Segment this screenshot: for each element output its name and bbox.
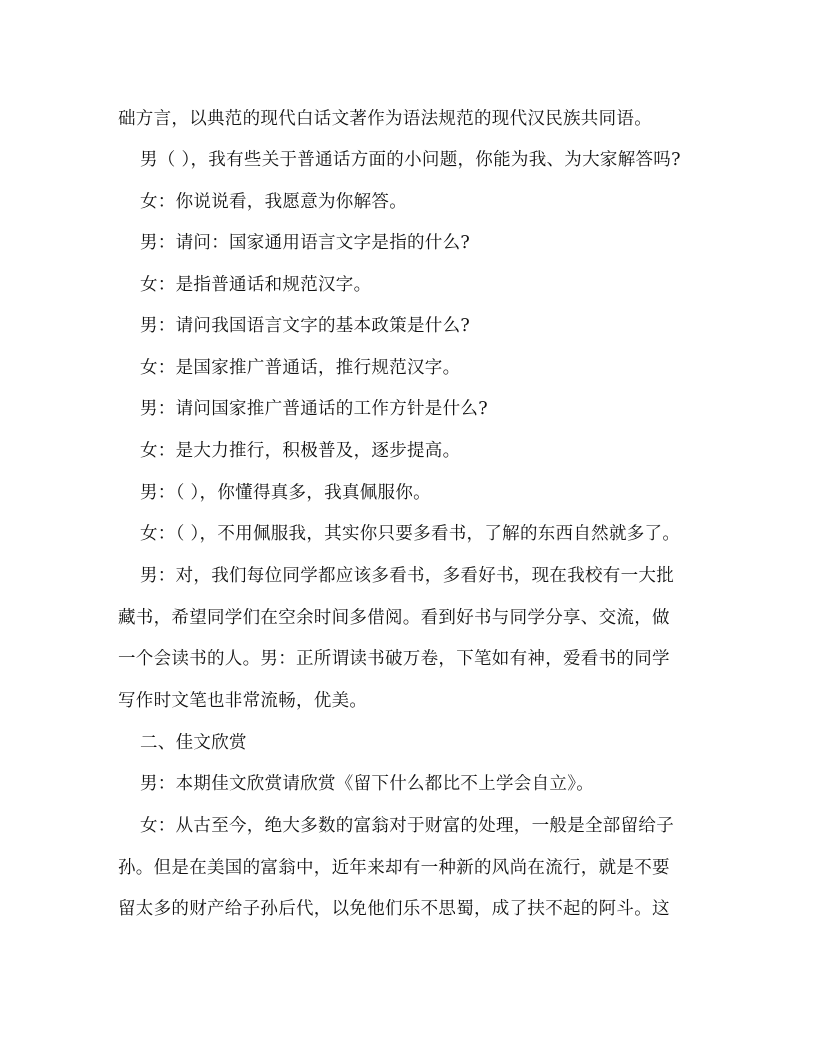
paragraph-line: 男：请问我国语言文字的基本政策是什么? (140, 316, 471, 336)
paragraph-line: 男（ ），我有些关于普通话方面的小问题，你能为我、为大家解答吗? (140, 150, 681, 170)
paragraph-line: 孙。但是在美国的富翁中，近年来却有一种新的风尚在流行，就是不要 (118, 858, 670, 878)
paragraph-line: 男：请问国家推广普通话的工作方针是什么? (140, 399, 488, 419)
paragraph-line: 男：对，我们每位同学都应该多看书，多看好书，现在我校有一大批 (140, 566, 674, 586)
paragraph-line: 一个会读书的人。男：正所谓读书破万卷，下笔如有神，爱看书的同学 (118, 649, 670, 669)
paragraph-line: 男：请问：国家通用语言文字是指的什么? (140, 233, 471, 253)
paragraph-line: 男：本期佳文欣赏请欣赏《留下什么都比不上学会自立》。 (140, 774, 595, 794)
section-heading: 二、佳文欣赏 (140, 733, 247, 753)
paragraph-line: 女：（ ），不用佩服我，其实你只要多看书，了解的东西自然就多了。 (140, 524, 681, 544)
paragraph-line: 藏书，希望同学们在空余时间多借阅。看到好书与同学分享、交流，做 (118, 608, 670, 628)
paragraph-line: 写作时文笔也非常流畅，优美。 (118, 691, 368, 711)
paragraph-line: 础方言，以典范的现代白话文著作为语法规范的现代汉民族共同语。 (118, 109, 652, 129)
paragraph-line: 留太多的财产给子孙后代，以免他们乐不思蜀，成了扶不起的阿斗。这 (118, 899, 670, 919)
paragraph-line: 男：（ ），你懂得真多，我真佩服你。 (140, 483, 431, 503)
paragraph-line: 女：是国家推广普通话，推行规范汉字。 (140, 358, 461, 378)
paragraph-line: 女：是大力推行，积极普及，逐步提高。 (140, 441, 461, 461)
paragraph-line: 女：是指普通话和规范汉字。 (140, 275, 372, 295)
paragraph-line: 女：从古至今，绝大多数的富翁对于财富的处理，一般是全部留给子 (140, 816, 674, 836)
paragraph-line: 女：你说说看，我愿意为你解答。 (140, 192, 407, 212)
